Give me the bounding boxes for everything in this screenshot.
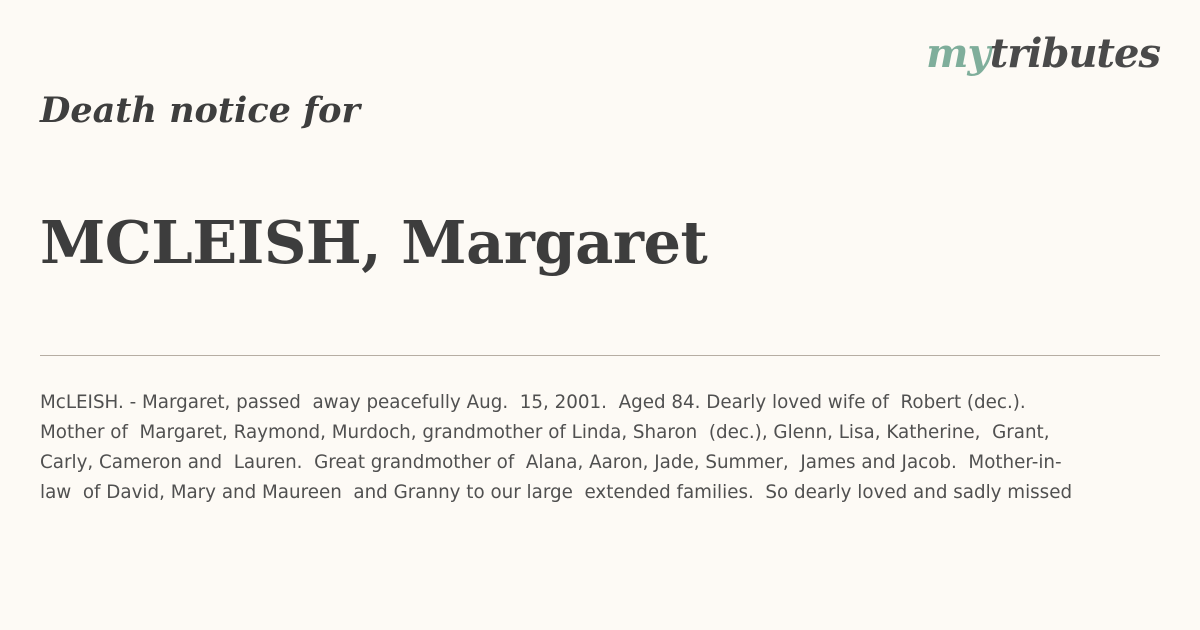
logo-part-tributes: tributes [989, 30, 1160, 77]
notice-line: law of David, Mary and Maureen and Granny to our large extended families. So dearly loved and sadly missed [40, 482, 1073, 503]
notice-line: Carly, Cameron and Lauren. Great grandmother of Alana, Aaron, Jade, Summer, James and Jacob. Mother-in- [40, 452, 1062, 473]
notice-text [40, 388, 1180, 508]
deceased-name: MCLEISH, Margaret [40, 208, 708, 277]
mytributes-logo[interactable] [926, 30, 1160, 77]
notice-type-heading: Death notice for [40, 90, 360, 131]
logo-part-my: my [926, 30, 990, 77]
notice-line: Mother of Margaret, Raymond, Murdoch, grandmother of Linda, Sharon (dec.), Glenn, Lisa, Katherine, Grant, [40, 422, 1050, 443]
notice-line: McLEISH. - Margaret, passed away peacefully Aug. 15, 2001. Aged 84. Dearly loved wife of Robert (dec.). [40, 392, 1026, 413]
divider [40, 355, 1160, 356]
